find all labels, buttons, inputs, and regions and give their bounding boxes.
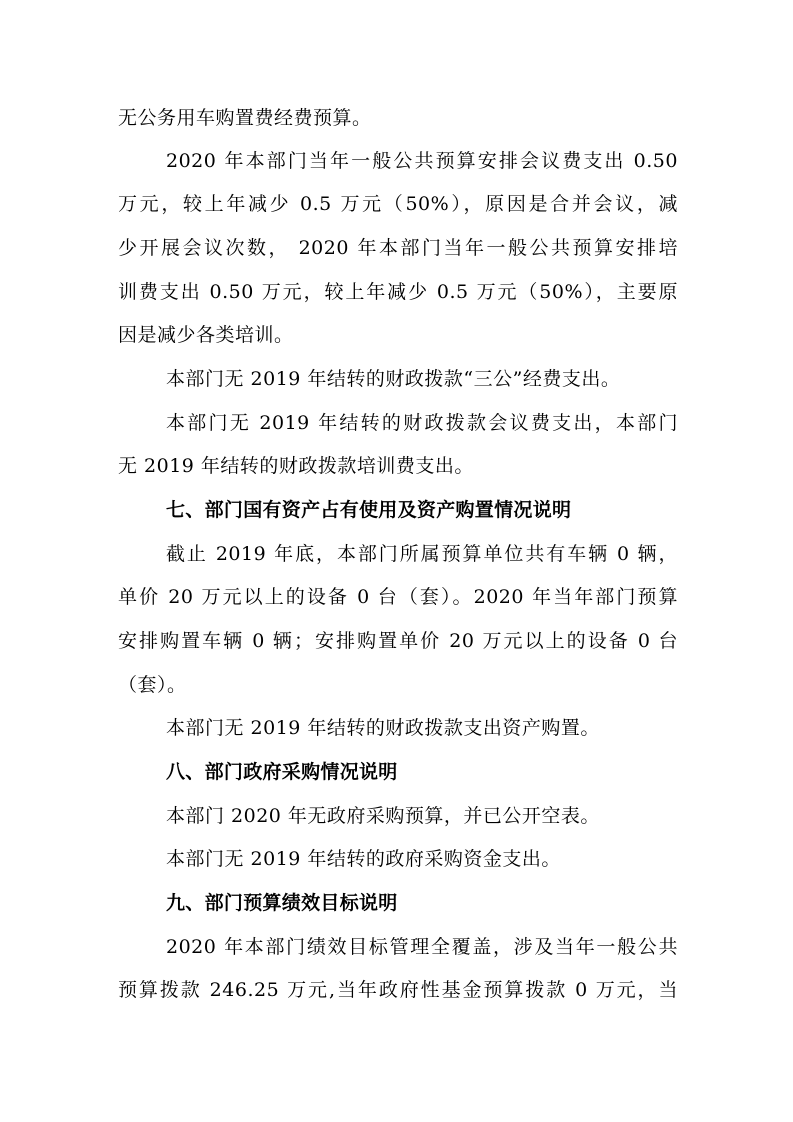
section-heading: 七、部门国有资产占有使用及资产购置情况说明 [166, 499, 572, 521]
paragraph-line: 本部门无 2019 年结转的政府采购资金支出。 [166, 848, 561, 870]
paragraph-line: 因是减少各类培训。 [118, 324, 294, 346]
section-heading: 九、部门预算绩效目标说明 [166, 892, 398, 914]
paragraph-line: 无公务用车购置费经费预算。 [118, 107, 372, 129]
paragraph-line: 万元，较上年减少 0.5 万元（50%），原因是合并会议，减 [118, 193, 678, 215]
section-heading: 八、部门政府采购情况说明 [166, 761, 398, 783]
paragraph-line: 本部门无 2019 年结转的财政拨款“三公”经费支出。 [166, 368, 621, 390]
paragraph-line: 本部门无 2019 年结转的财政拨款支出资产购置。 [166, 717, 600, 739]
paragraph-line: 本部门无 2019 年结转的财政拨款会议费支出，本部门 [166, 412, 678, 434]
paragraph-line: 无 2019 年结转的财政拨款培训费支出。 [118, 455, 474, 477]
paragraph-line: 2020 年本部门当年一般公共预算安排会议费支出 0.50 [166, 150, 678, 172]
paragraph-line: 少开展会议次数， 2020 年本部门当年一般公共预算安排培 [118, 237, 678, 259]
paragraph-line: 截止 2019 年底，本部门所属预算单位共有车辆 0 辆， [166, 543, 678, 565]
paragraph-line: 2020 年本部门绩效目标管理全覆盖，涉及当年一般公共 [166, 936, 678, 958]
paragraph-line: 单价 20 万元以上的设备 0 台（套）。2020 年当年部门预算 [118, 586, 678, 608]
paragraph-line: 安排购置车辆 0 辆；安排购置单价 20 万元以上的设备 0 台 [118, 630, 678, 652]
paragraph-line: 训费支出 0.50 万元，较上年减少 0.5 万元（50%），主要原 [118, 281, 678, 303]
paragraph-line: （套）。 [118, 674, 187, 696]
paragraph-line: 预算拨款 246.25 万元,当年政府性基金预算拨款 0 万元，当 [118, 979, 678, 1001]
paragraph-line: 本部门 2020 年无政府采购预算，并已公开空表。 [166, 805, 600, 827]
